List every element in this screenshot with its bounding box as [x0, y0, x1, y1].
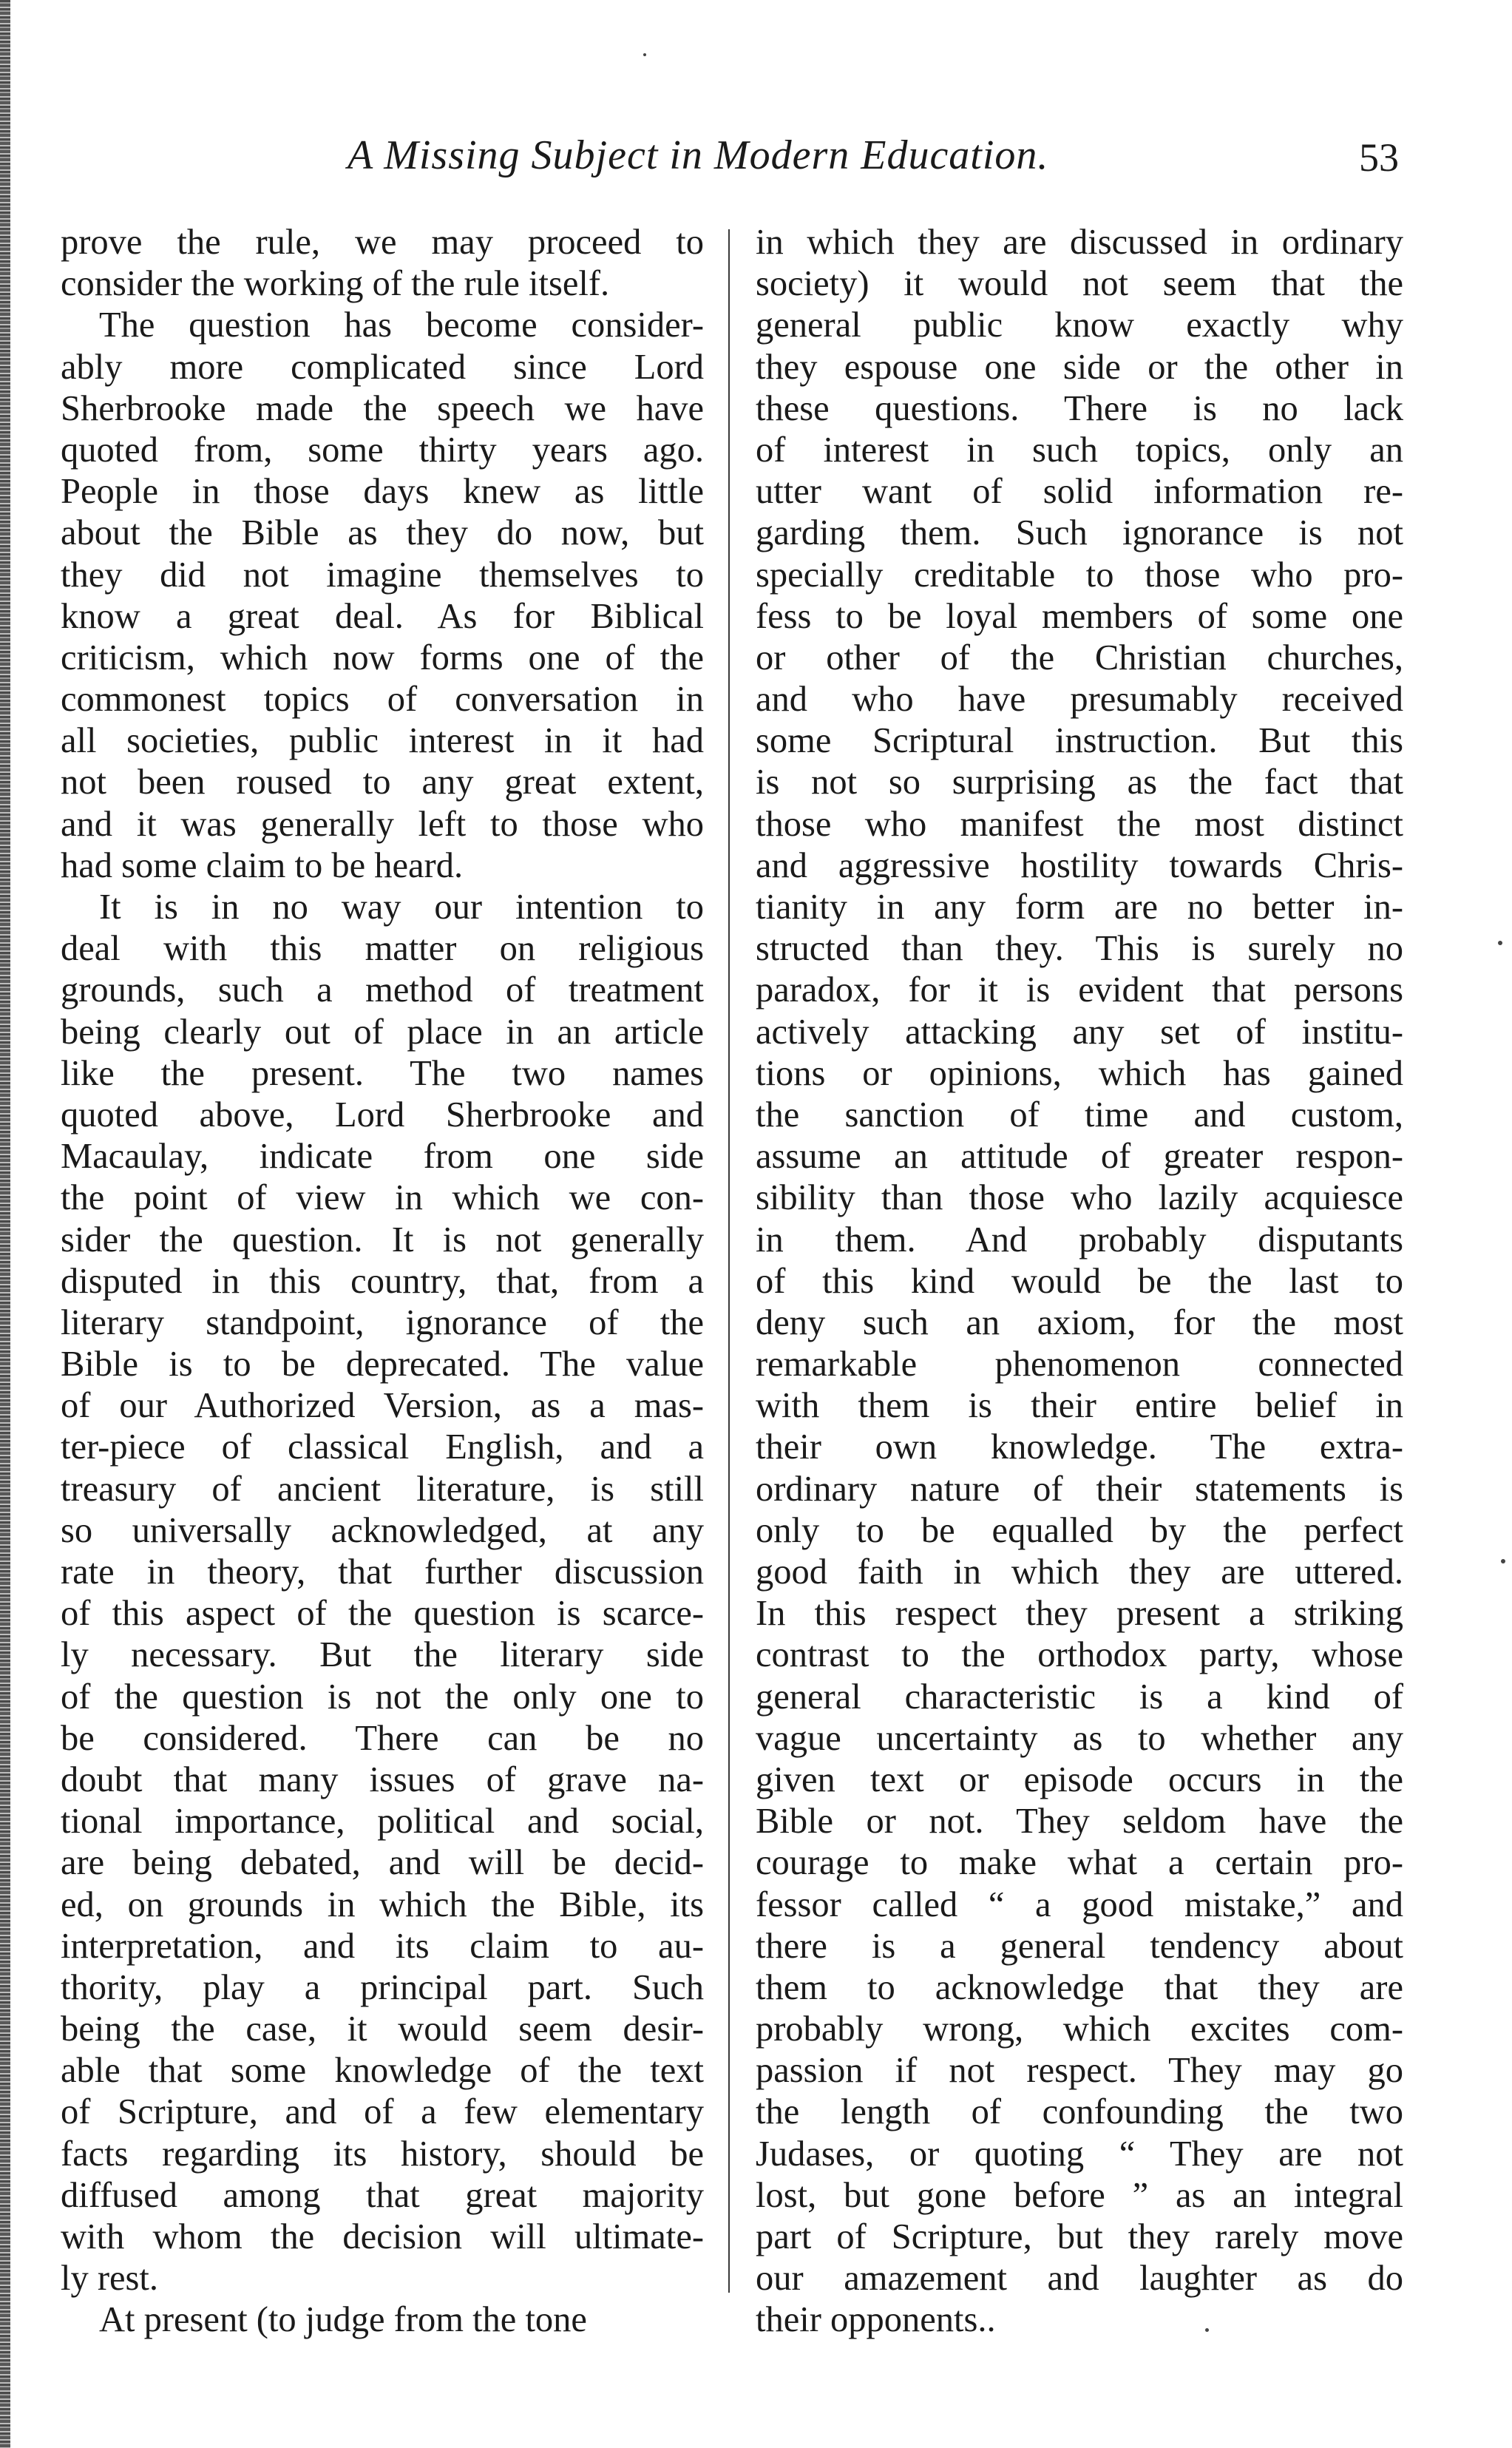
left-column	[61, 222, 704, 2342]
text-line: there is a general tendency about	[756, 1926, 1403, 1966]
text-line: of Scripture, and of a few elementary	[61, 2092, 704, 2132]
text-line: in which they are discussed in ordinary	[756, 223, 1403, 262]
text-line: ly necessary. But the literary side	[61, 1635, 704, 1675]
text-line: and who have presumably received	[756, 680, 1403, 720]
text-line: People in those days knew as little	[61, 472, 704, 512]
text-line: being clearly out of place in an article	[61, 1012, 704, 1052]
text-line: are being debated, and will be decid-	[61, 1843, 704, 1883]
text-line: Macaulay, indicate from one side	[61, 1137, 704, 1177]
text-line: sibility than those who lazily acquiesce	[756, 1178, 1403, 1218]
text-line: the length of confounding the two	[756, 2092, 1403, 2132]
text-line: thority, play a principal part. Such	[61, 1967, 704, 2007]
text-line: tianity in any form are no better in-	[756, 887, 1403, 927]
text-line: quoted above, Lord Sherbrooke and	[61, 1095, 704, 1135]
text-line: Judases, or quoting “ They are not	[756, 2134, 1403, 2174]
text-line: ably more complicated since Lord	[61, 347, 704, 387]
text-line: their opponents..	[756, 2300, 996, 2340]
text-line: Sherbrooke made the speech we have	[61, 388, 704, 428]
text-line: passion if not respect. They may go	[756, 2051, 1403, 2091]
text-line: doubt that many issues of grave na-	[61, 1759, 704, 1799]
text-line: probably wrong, which excites com-	[756, 2009, 1403, 2049]
text-line: facts regarding its history, should be	[61, 2134, 704, 2174]
text-line: consider the working of the rule itself.	[61, 264, 610, 304]
text-line: those who manifest the most distinct	[756, 804, 1403, 844]
text-line: remarkable phenomenon connected	[756, 1345, 1403, 1384]
text-line: of our Authorized Version, as a mas-	[61, 1386, 704, 1426]
text-line: deal with this matter on religious	[61, 929, 704, 969]
text-line: or other of the Christian churches,	[756, 638, 1403, 677]
text-line: them to acknowledge that they are	[756, 1967, 1403, 2007]
text-line: contrast to the orthodox party, whose	[756, 1635, 1403, 1675]
text-line: they espouse one side or the other in	[756, 347, 1403, 387]
text-line: The question has become consider-	[99, 305, 704, 345]
text-line: ter-piece of classical English, and a	[61, 1427, 704, 1467]
text-line: Bible or not. They seldom have the	[756, 1802, 1403, 1842]
text-line: diffused among that great majority	[61, 2175, 704, 2215]
text-line: being the case, it would seem desir-	[61, 2009, 704, 2049]
text-line: ordinary nature of their statements is	[756, 1469, 1403, 1509]
running-head	[0, 132, 1512, 191]
column-divider	[728, 229, 730, 2293]
text-line: actively attacking any set of institu-	[756, 1012, 1403, 1052]
ink-speck	[1205, 2328, 1209, 2332]
text-line: some Scriptural instruction. But this	[756, 721, 1403, 761]
text-line: in them. And probably disputants	[756, 1220, 1403, 1259]
text-line: so universally acknowledged, at any	[61, 1510, 704, 1550]
text-line: the point of view in which we con-	[61, 1178, 704, 1218]
ink-speck	[1501, 1559, 1505, 1563]
text-line: and it was generally left to those who	[61, 804, 704, 844]
text-line: able that some knowledge of the text	[61, 2051, 704, 2091]
text-line: about the Bible as they do now, but	[61, 513, 704, 553]
text-line: fessor called “ a good mistake,” and	[756, 1884, 1403, 1924]
text-line: tions or opinions, which has gained	[756, 1053, 1403, 1093]
text-line: Bible is to be deprecated. The value	[61, 1345, 704, 1384]
text-line: garding them. Such ignorance is not	[756, 513, 1403, 553]
text-line: given text or episode occurs in the	[756, 1759, 1403, 1799]
text-line: vague uncertainty as to whether any	[756, 1718, 1403, 1758]
text-line: not been roused to any great extent,	[61, 763, 704, 802]
text-line: ed, on grounds in which the Bible, its	[61, 1884, 704, 1924]
right-column	[756, 222, 1403, 2342]
text-line: courage to make what a certain pro-	[756, 1843, 1403, 1883]
text-line: structed than they. This is surely no	[756, 929, 1403, 969]
text-line: these questions. There is no lack	[756, 388, 1403, 428]
text-line: our amazement and laughter as do	[756, 2259, 1403, 2299]
running-title: A Missing Subject in Modern Education.	[348, 132, 1049, 178]
text-line: society) it would not seem that the	[756, 264, 1403, 304]
text-line: prove the rule, we may proceed to	[61, 223, 704, 262]
text-line: like the present. The two names	[61, 1053, 704, 1093]
text-line: only to be equalled by the perfect	[756, 1510, 1403, 1550]
text-line: assume an attitude of greater respon-	[756, 1137, 1403, 1177]
text-line: quoted from, some thirty years ago.	[61, 430, 704, 470]
text-line: deny such an axiom, for the most	[756, 1302, 1403, 1342]
text-line: tional importance, political and social,	[61, 1802, 704, 1842]
text-line: rate in theory, that further discussion	[61, 1552, 704, 1592]
text-line: sider the question. It is not generally	[61, 1220, 704, 1259]
text-line: with them is their entire belief in	[756, 1386, 1403, 1426]
ink-speck	[643, 53, 646, 56]
text-line: ly rest.	[61, 2259, 159, 2299]
text-line: It is in no way our intention to	[99, 887, 704, 927]
binding-edge	[0, 0, 10, 2448]
text-line: criticism, which now forms one of the	[61, 638, 704, 677]
text-line: disputed in this country, that, from a	[61, 1261, 704, 1301]
text-line: general characteristic is a kind of	[756, 1677, 1403, 1717]
text-line: their own knowledge. The extra-	[756, 1427, 1403, 1467]
text-line: grounds, such a method of treatment	[61, 970, 704, 1010]
text-line: literary standpoint, ignorance of the	[61, 1302, 704, 1342]
text-line: paradox, for it is evident that persons	[756, 970, 1403, 1010]
text-line: and aggressive hostility towards Chris-	[756, 845, 1403, 885]
text-line: be considered. There can be no	[61, 1718, 704, 1758]
text-line: with whom the decision will ultimate-	[61, 2217, 704, 2256]
text-line: fess to be loyal members of some one	[756, 596, 1403, 636]
text-line: is not so surprising as the fact that	[756, 763, 1403, 802]
ink-speck	[1498, 941, 1502, 945]
text-line: lost, but gone before ” as an integral	[756, 2175, 1403, 2215]
text-line: of the question is not the only one to	[61, 1677, 704, 1717]
page-number: 53	[1359, 135, 1399, 180]
text-line: At present (to judge from the tone	[99, 2300, 587, 2340]
text-line: commonest topics of conversation in	[61, 680, 704, 720]
text-line: specially creditable to those who pro-	[756, 555, 1403, 595]
text-line: treasury of ancient literature, is still	[61, 1469, 704, 1509]
text-line: all societies, public interest in it had	[61, 721, 704, 761]
text-line: the sanction of time and custom,	[756, 1095, 1403, 1135]
text-line: interpretation, and its claim to au-	[61, 1926, 704, 1966]
text-line: utter want of solid information re-	[756, 472, 1403, 512]
text-line: In this respect they present a striking	[756, 1594, 1403, 1634]
text-line: part of Scripture, but they rarely move	[756, 2217, 1403, 2256]
text-line: of this kind would be the last to	[756, 1261, 1403, 1301]
text-line: of this aspect of the question is scarce-	[61, 1594, 704, 1634]
text-line: of interest in such topics, only an	[756, 430, 1403, 470]
text-line: good faith in which they are uttered.	[756, 1552, 1403, 1592]
text-line: know a great deal. As for Biblical	[61, 596, 704, 636]
text-line: they did not imagine themselves to	[61, 555, 704, 595]
text-line: general public know exactly why	[756, 305, 1403, 345]
text-line: had some claim to be heard.	[61, 845, 464, 885]
